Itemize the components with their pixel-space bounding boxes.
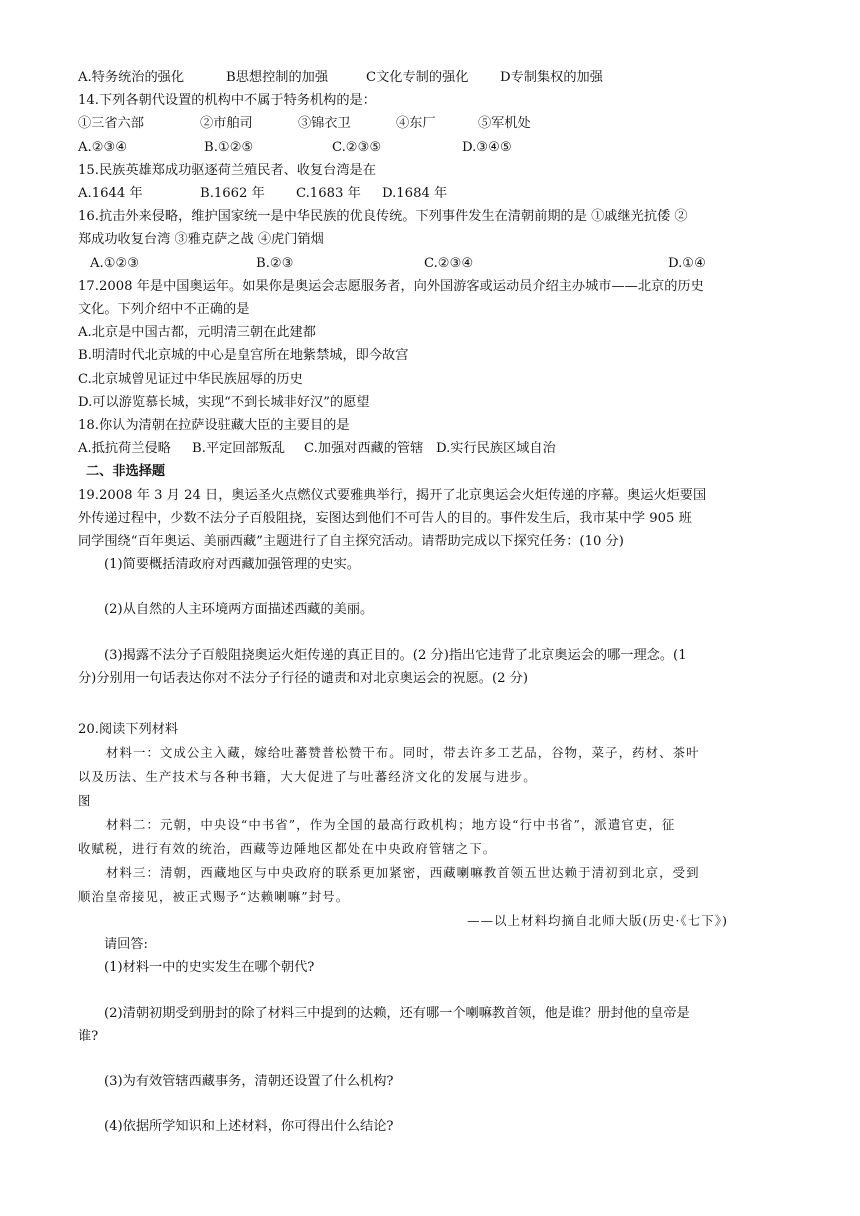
q16-option-b: B.②③ bbox=[256, 255, 294, 271]
q20-sub2-line2: 谁? bbox=[78, 1028, 99, 1044]
q17-option-c: C.北京城曾见证过中华民族屈辱的历史 bbox=[78, 371, 303, 387]
q14-item-1: ①三省六部 bbox=[78, 116, 144, 132]
q14-item-2: ②市舶司 bbox=[200, 116, 253, 132]
q20-figure-label: 图 bbox=[78, 793, 92, 809]
q14-option-d: D.③④⑤ bbox=[462, 139, 512, 155]
q14-option-b: B.①②⑤ bbox=[204, 139, 254, 155]
q20-sub3: (3)为有效管辖西藏事务，清朝还设置了什么机构? bbox=[104, 1074, 394, 1090]
q14-item-5: ⑤军机处 bbox=[478, 116, 531, 132]
q20-material1-line2: 以及历法、生产技术与各种书籍，大大促进了与吐蕃经济文化的发展与进步。 bbox=[78, 769, 537, 785]
q17-stem-line1: 17.2008 年是中国奥运年。如果你是奥运会志愿服务者，向外国游客或运动员介绍主办城市——北京的历史 bbox=[78, 278, 704, 294]
q15-options bbox=[78, 182, 788, 205]
q20-sub4: (4)依据所学知识和上述材料，你可得出什么结论? bbox=[104, 1119, 394, 1135]
q16-stem-line2: 郑成功收复台湾 ③雅克萨之战 ④虎门销烟 bbox=[78, 232, 324, 248]
q15-option-b: B.1662 年 bbox=[200, 186, 265, 202]
q17-stem-line2: 文化。下列介绍中不正确的是 bbox=[78, 302, 250, 318]
q20-source: ——以上材料均摘自北师大版(历史·《七下》) bbox=[467, 913, 728, 929]
q20-sub2-line1: (2)清朝初期受到册封的除了材料三中提到的达赖，还有哪一个喇嘛教首领，他是谁？册封他的皇帝是 bbox=[104, 1005, 690, 1021]
q14-items bbox=[78, 112, 788, 135]
q17-option-d: D.可以游览慕长城，实现“不到长城非好汉”的愿望 bbox=[78, 394, 370, 410]
q20-material1-line1: 材料一：文成公主入藏，嫁给吐蕃赞普松赞干布。同时，带去许多工艺品，谷物，菜子，药材、茶叶 bbox=[106, 745, 700, 761]
q19-stem-line2: 外传递过程中，少数不法分子百般阻挠，妄图达到他们不可告人的目的。事件发生后，我市某中学 905 班 bbox=[78, 510, 692, 526]
q19-stem-line1: 19.2008 年 3 月 24 日，奥运圣火点燃仪式要雅典举行，揭开了北京奥运会火炬传递的序幕。奥运火炬要国 bbox=[78, 487, 707, 503]
q15-option-a: A.1644 年 bbox=[78, 186, 143, 202]
q14-option-c: C.②③⑤ bbox=[332, 139, 382, 155]
q16-stem-line1: 16.抗击外来侵略，维护国家统一是中华民族的优良传统。下列事件发生在清朝前期的是 ①戚继光抗倭 ② bbox=[78, 209, 688, 225]
q15-stem: 15.民族英雄郑成功驱逐荷兰殖民者、收复台湾是在 bbox=[78, 162, 376, 178]
q18-option-d: D.实行民族区域自治 bbox=[436, 441, 556, 457]
q20-sub1: (1)材料一中的史实发生在哪个朝代? bbox=[104, 960, 315, 976]
q20-material3-line1: 材料三：清朝，西藏地区与中央政府的联系更加紧密，西藏喇嘛教首领五世达赖于清初到北京，受到 bbox=[106, 865, 700, 881]
q14-item-4: ④东厂 bbox=[396, 116, 436, 132]
q18-option-c: C.加强对西藏的管辖 bbox=[304, 441, 424, 457]
q20-material2-line1: 材料二：元朝，中央设“中书省”，作为全国的最高行政机构；地方设“行中书省”，派遣官吏，征 bbox=[106, 817, 676, 833]
q15-option-c: C.1683 年 bbox=[296, 186, 361, 202]
q18-stem: 18.你认为清朝在拉萨设驻藏大臣的主要目的是 bbox=[78, 418, 350, 434]
q14-item-3: ③锦衣卫 bbox=[298, 116, 351, 132]
q20-prompt: 请回答: bbox=[104, 937, 149, 953]
q13-option-a: A.特务统治的强化 bbox=[78, 70, 185, 85]
q18-option-a: A.抵抗荷兰侵略 bbox=[78, 441, 171, 457]
q16-options bbox=[78, 252, 788, 275]
q13-option-c: C文化专制的强化 bbox=[366, 70, 469, 85]
q14-options bbox=[78, 136, 788, 159]
q19-sub1: (1)简要概括清政府对西藏加强管理的史实。 bbox=[104, 557, 361, 573]
q19-sub3-line1: (3)揭露不法分子百般阻挠奥运火炬传递的真正目的。(2 分)指出它违背了北京奥运会的哪一理念。(1 bbox=[104, 647, 687, 663]
section2-title: 二、非选择题 bbox=[86, 464, 166, 480]
q14-option-a: A.②③④ bbox=[78, 139, 128, 155]
q13-options bbox=[78, 66, 788, 89]
q13-option-d: D专制集权的加强 bbox=[500, 70, 603, 85]
q18-option-b: B.平定回部叛乱 bbox=[192, 441, 286, 457]
q15-option-d: D.1684 年 bbox=[382, 186, 448, 202]
q18-options bbox=[78, 437, 788, 460]
exam-page bbox=[78, 66, 788, 1139]
q16-option-d: D.①④ bbox=[668, 255, 706, 271]
q19-sub3-line2: 分)分别用一句话表达你对不法分子行径的谴责和对北京奥运会的祝愿。(2 分) bbox=[78, 670, 529, 686]
q20-stem: 20.阅读下列材料 bbox=[78, 722, 179, 738]
q16-option-c: C.②③④ bbox=[424, 255, 474, 271]
q19-stem-line3: 同学围绕“百年奥运、美丽西藏”主题进行了自主探究活动。请帮助完成以下探究任务：(10 分) bbox=[78, 534, 624, 550]
q13-option-b: B思想控制的加强 bbox=[226, 70, 329, 85]
q17-option-b: B.明清时代北京城的中心是皇宫所在地紫禁城，即今故宫 bbox=[78, 348, 409, 364]
q19-sub2: (2)从自然的人主环境两方面描述西藏的美丽。 bbox=[104, 602, 374, 618]
q16-option-a: A.①②③ bbox=[90, 255, 140, 271]
q14-stem: 14.下列各朝代设置的机构中不属于特务机构的是： bbox=[78, 93, 376, 109]
q17-option-a: A.北京是中国古都，元明清三朝在此建都 bbox=[78, 325, 316, 341]
q20-material3-line2: 顺治皇帝接见，被正式赐予“达赖喇嘛”封号。 bbox=[78, 889, 350, 905]
q20-material2-line2: 收赋税，进行有效的统治，西藏等边陲地区都处在中央政府管辖之下。 bbox=[78, 841, 497, 857]
